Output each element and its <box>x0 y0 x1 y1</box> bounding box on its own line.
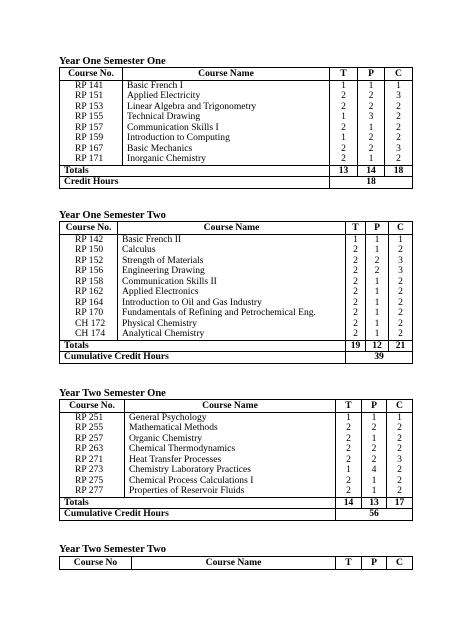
course-t: 2 <box>346 319 366 330</box>
totals-row <box>60 165 413 177</box>
totals-label: Totals <box>60 340 346 352</box>
course-code: RP 156 <box>60 266 118 277</box>
course-row <box>60 423 413 434</box>
semester-title: Year Two Semester One <box>59 388 166 399</box>
course-table-y1s2 <box>59 221 413 364</box>
course-t: 1 <box>336 465 362 476</box>
course-t: 2 <box>346 298 366 309</box>
course-p: 4 <box>362 465 387 476</box>
col-header-t: T <box>336 400 362 413</box>
course-t: 1 <box>330 133 358 144</box>
course-t: 2 <box>330 102 358 113</box>
course-code: RP 273 <box>60 465 125 476</box>
course-c: 3 <box>389 256 413 267</box>
course-p: 2 <box>366 266 389 277</box>
credit-hours-row <box>60 177 413 189</box>
course-c: 2 <box>389 277 413 288</box>
course-p: 2 <box>358 133 385 144</box>
course-row <box>60 476 413 487</box>
course-row <box>60 256 413 267</box>
course-row <box>60 277 413 288</box>
course-code: RP 263 <box>60 444 125 455</box>
col-header-c: C <box>387 400 413 413</box>
course-c: 2 <box>385 154 413 165</box>
course-t: 2 <box>336 455 362 466</box>
course-row <box>60 308 413 319</box>
course-name: Linear Algebra and Trigonometry <box>123 102 330 113</box>
col-header-code: Course No. <box>60 68 123 81</box>
course-c: 2 <box>387 476 413 487</box>
course-p: 1 <box>366 277 389 288</box>
course-t: 2 <box>346 266 366 277</box>
course-t: 2 <box>336 423 362 434</box>
course-c: 2 <box>385 123 413 134</box>
course-name: Applied Electricity <box>123 91 330 102</box>
totals-label: Totals <box>60 497 336 509</box>
course-t: 1 <box>330 80 358 91</box>
course-name: Heat Transfer Processes <box>125 455 336 466</box>
course-code: CH 174 <box>60 329 118 340</box>
course-c: 2 <box>387 423 413 434</box>
course-c: 2 <box>389 319 413 330</box>
course-t: 2 <box>336 444 362 455</box>
course-t: 1 <box>346 234 366 245</box>
course-c: 2 <box>387 465 413 476</box>
semester-title: Year One Semester One <box>59 56 166 67</box>
total-t: 13 <box>330 165 358 177</box>
col-header-c: C <box>387 557 413 570</box>
course-p: 2 <box>358 91 385 102</box>
course-c: 3 <box>389 266 413 277</box>
total-c: 18 <box>385 165 413 177</box>
total-p: 13 <box>362 497 387 509</box>
course-row <box>60 412 413 423</box>
course-code: CH 172 <box>60 319 118 330</box>
course-p: 3 <box>358 112 385 123</box>
semester-title: Year Two Semester Two <box>59 544 167 555</box>
credit-hours-value: 56 <box>336 509 413 521</box>
course-p: 1 <box>362 412 387 423</box>
course-p: 2 <box>362 444 387 455</box>
course-c: 2 <box>385 112 413 123</box>
course-code: RP 157 <box>60 123 123 134</box>
course-row <box>60 112 413 123</box>
semester-title: Year One Semester Two <box>59 210 166 221</box>
course-p: 1 <box>358 123 385 134</box>
course-row <box>60 80 413 91</box>
course-p: 1 <box>366 245 389 256</box>
course-p: 1 <box>362 486 387 497</box>
total-c: 21 <box>389 340 413 352</box>
course-code: RP 257 <box>60 434 125 445</box>
course-code: RP 158 <box>60 277 118 288</box>
course-c: 2 <box>389 287 413 298</box>
course-row <box>60 319 413 330</box>
course-row <box>60 434 413 445</box>
course-c: 3 <box>385 91 413 102</box>
total-p: 12 <box>366 340 389 352</box>
course-p: 1 <box>366 298 389 309</box>
course-p: 1 <box>366 319 389 330</box>
table-header-row <box>60 68 413 81</box>
course-t: 2 <box>346 329 366 340</box>
course-t: 2 <box>346 287 366 298</box>
course-code: RP 150 <box>60 245 118 256</box>
col-header-c: C <box>385 68 413 81</box>
course-c: 2 <box>385 102 413 113</box>
course-p: 1 <box>366 308 389 319</box>
course-p: 1 <box>362 434 387 445</box>
course-code: RP 159 <box>60 133 123 144</box>
course-name: Introduction to Computing <box>123 133 330 144</box>
course-row <box>60 486 413 497</box>
course-table-y2s1 <box>59 399 413 521</box>
course-t: 2 <box>330 123 358 134</box>
course-row <box>60 123 413 134</box>
course-name: Technical Drawing <box>123 112 330 123</box>
course-name: General Psychology <box>125 412 336 423</box>
course-row <box>60 102 413 113</box>
course-p: 1 <box>366 329 389 340</box>
course-code: RP 171 <box>60 154 123 165</box>
course-row <box>60 455 413 466</box>
col-header-t: T <box>330 68 358 81</box>
course-code: RP 162 <box>60 287 118 298</box>
col-header-code: Course No <box>60 557 132 570</box>
course-t: 2 <box>336 486 362 497</box>
course-code: RP 170 <box>60 308 118 319</box>
course-code: RP 255 <box>60 423 125 434</box>
course-table-y1s1 <box>59 67 413 189</box>
course-code: RP 155 <box>60 112 123 123</box>
course-c: 3 <box>387 455 413 466</box>
course-p: 1 <box>358 80 385 91</box>
course-p: 1 <box>362 476 387 487</box>
credit-hours-label: Credit Hours <box>60 177 330 189</box>
totals-row <box>60 497 413 509</box>
course-c: 2 <box>389 298 413 309</box>
col-header-name: Course Name <box>123 68 330 81</box>
course-t: 2 <box>330 91 358 102</box>
col-header-p: P <box>358 68 385 81</box>
col-header-name: Course Name <box>118 222 346 235</box>
course-code: RP 167 <box>60 144 123 155</box>
course-name: Chemistry Laboratory Practices <box>125 465 336 476</box>
course-code: RP 141 <box>60 80 123 91</box>
course-c: 3 <box>385 144 413 155</box>
table-header-row <box>60 400 413 413</box>
course-t: 1 <box>336 412 362 423</box>
course-row <box>60 444 413 455</box>
col-header-p: P <box>362 557 387 570</box>
table-header-row <box>60 222 413 235</box>
course-c: 2 <box>387 486 413 497</box>
course-c: 2 <box>387 444 413 455</box>
total-c: 17 <box>387 497 413 509</box>
totals-label: Totals <box>60 165 330 177</box>
credit-hours-value: 39 <box>346 352 413 364</box>
col-header-p: P <box>366 222 389 235</box>
credit-hours-label: Cumulative Credit Hours <box>60 509 336 521</box>
course-p: 2 <box>358 144 385 155</box>
course-c: 1 <box>387 412 413 423</box>
col-header-code: Course No. <box>60 222 118 235</box>
course-name: Communication Skills II <box>118 277 346 288</box>
course-row <box>60 329 413 340</box>
total-t: 19 <box>346 340 366 352</box>
course-c: 2 <box>389 308 413 319</box>
course-row <box>60 144 413 155</box>
course-code: RP 275 <box>60 476 125 487</box>
table-header-row <box>60 557 413 570</box>
course-p: 2 <box>358 102 385 113</box>
col-header-c: C <box>389 222 413 235</box>
total-t: 14 <box>336 497 362 509</box>
course-name: Chemical Process Calculations I <box>125 476 336 487</box>
col-header-name: Course Name <box>125 400 336 413</box>
course-row <box>60 91 413 102</box>
course-code: RP 271 <box>60 455 125 466</box>
credit-hours-value: 18 <box>330 177 413 189</box>
course-name: Strength of Materials <box>118 256 346 267</box>
course-c: 2 <box>389 245 413 256</box>
course-t: 2 <box>346 245 366 256</box>
credit-hours-label: Cumulative Credit Hours <box>60 352 346 364</box>
course-c: 2 <box>387 434 413 445</box>
course-code: RP 153 <box>60 102 123 113</box>
course-t: 2 <box>330 154 358 165</box>
course-row <box>60 154 413 165</box>
course-t: 1 <box>330 112 358 123</box>
course-row <box>60 266 413 277</box>
course-t: 2 <box>346 256 366 267</box>
course-name: Introduction to Oil and Gas Industry <box>118 298 346 309</box>
course-code: RP 151 <box>60 91 123 102</box>
course-row <box>60 287 413 298</box>
course-p: 1 <box>366 234 389 245</box>
course-name: Fundamentals of Refining and Petrochemical Eng. <box>118 308 346 319</box>
col-header-t: T <box>346 222 366 235</box>
course-code: RP 251 <box>60 412 125 423</box>
course-table-y2s2 <box>59 556 413 570</box>
course-name: Engineering Drawing <box>118 266 346 277</box>
course-c: 2 <box>389 329 413 340</box>
credit-hours-row <box>60 352 413 364</box>
course-p: 2 <box>362 423 387 434</box>
course-t: 2 <box>336 476 362 487</box>
course-name: Properties of Reservoir Fluids <box>125 486 336 497</box>
course-name: Physical Chemistry <box>118 319 346 330</box>
course-p: 1 <box>358 154 385 165</box>
course-row <box>60 298 413 309</box>
course-t: 2 <box>330 144 358 155</box>
course-row <box>60 245 413 256</box>
course-p: 2 <box>362 455 387 466</box>
course-t: 2 <box>336 434 362 445</box>
totals-row <box>60 340 413 352</box>
col-header-t: T <box>336 557 362 570</box>
course-name: Calculus <box>118 245 346 256</box>
course-c: 1 <box>385 80 413 91</box>
course-name: Basic French I <box>123 80 330 91</box>
course-c: 1 <box>389 234 413 245</box>
course-code: RP 164 <box>60 298 118 309</box>
course-row <box>60 465 413 476</box>
course-name: Communication Skills I <box>123 123 330 134</box>
course-c: 2 <box>385 133 413 144</box>
col-header-code: Course No. <box>60 400 125 413</box>
course-name: Applied Electronics <box>118 287 346 298</box>
course-name: Mathematical Methods <box>125 423 336 434</box>
course-name: Inorganic Chemistry <box>123 154 330 165</box>
course-name: Analytical Chemistry <box>118 329 346 340</box>
credit-hours-row <box>60 509 413 521</box>
course-t: 2 <box>346 277 366 288</box>
course-row <box>60 234 413 245</box>
course-name: Basic Mechanics <box>123 144 330 155</box>
col-header-p: P <box>362 400 387 413</box>
course-p: 1 <box>366 287 389 298</box>
total-p: 14 <box>358 165 385 177</box>
course-code: RP 142 <box>60 234 118 245</box>
course-name: Chemical Thermodynamics <box>125 444 336 455</box>
course-t: 2 <box>346 308 366 319</box>
course-code: RP 152 <box>60 256 118 267</box>
course-row <box>60 133 413 144</box>
course-name: Basic French II <box>118 234 346 245</box>
course-name: Organic Chemistry <box>125 434 336 445</box>
course-code: RP 277 <box>60 486 125 497</box>
course-p: 2 <box>366 256 389 267</box>
col-header-name: Course Name <box>132 557 336 570</box>
